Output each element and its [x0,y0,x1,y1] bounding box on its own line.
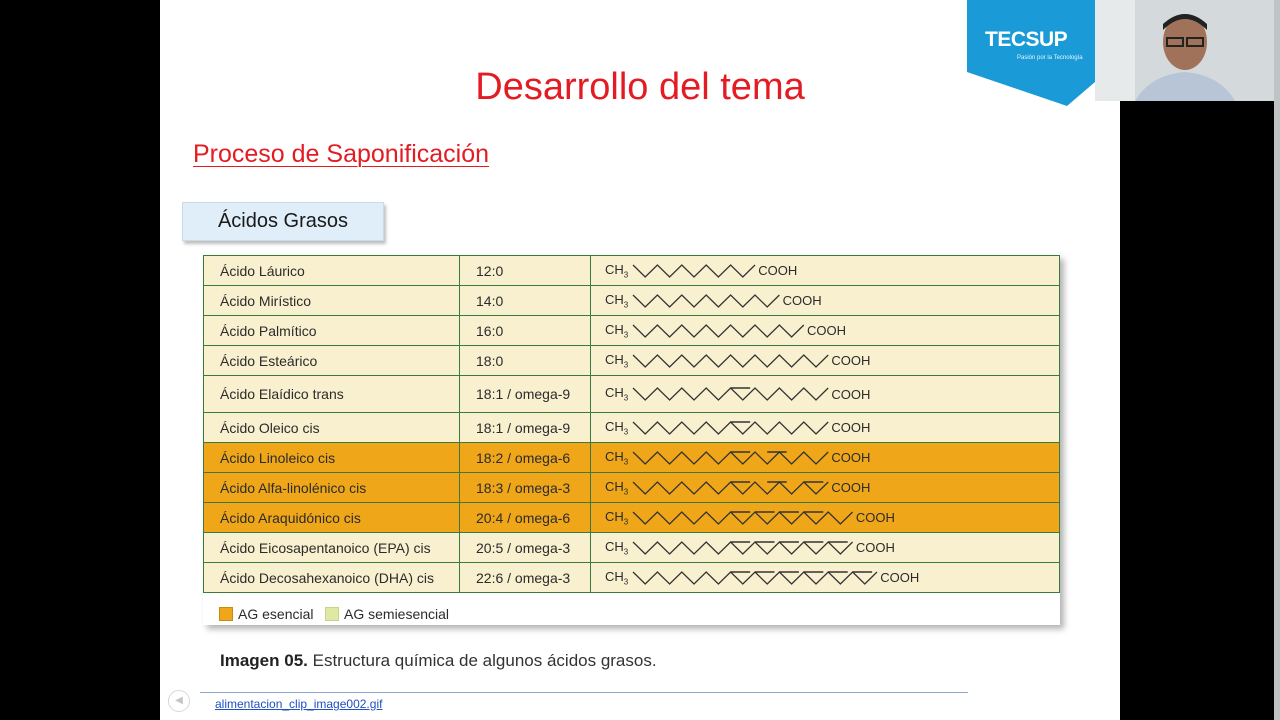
ch3-subscript: 3 [623,300,629,310]
acid-code: 18:1 / omega-9 [460,413,591,443]
carbon-chain [632,293,780,309]
carbon-chain [632,450,829,466]
ch3-subscript: 3 [623,427,629,437]
carbon-chain [632,570,878,586]
slide-title: Desarrollo del tema [475,66,805,108]
ch3-group [605,479,628,497]
ch3-group [605,292,628,310]
cooh-group: COOH [782,293,822,309]
ch3-label: CH [605,261,624,277]
caption-label: Imagen 05. [220,651,308,670]
acid-structure [591,533,1060,563]
right-edge-strip [1274,0,1280,720]
carbon-chain [632,323,805,339]
cooh-group: COOH [831,386,871,402]
ch3-label: CH [605,321,624,337]
ch3-subscript: 3 [623,457,629,467]
legend-essential [219,606,313,622]
cooh-group: COOH [831,420,871,436]
acid-name: Ácido Oleico cis [204,413,460,443]
carbon-chain [632,263,756,279]
cooh-group: COOH [880,570,920,586]
ch3-subscript: 3 [623,330,629,340]
acid-structure [591,443,1060,473]
acid-row [204,503,1060,533]
acid-row [204,473,1060,503]
acid-code: 20:4 / omega-6 [460,503,591,533]
legend-semi [325,606,449,622]
acid-name: Ácido Elaídico trans [204,376,460,413]
acid-structure [591,473,1060,503]
acid-code: 20:5 / omega-3 [460,533,591,563]
ch3-subscript: 3 [623,394,629,404]
acid-row [204,346,1060,376]
acid-name: Ácido Eicosapentanoico (EPA) cis [204,533,460,563]
acid-row [204,286,1060,316]
acid-code: 22:6 / omega-3 [460,563,591,593]
acid-name: Ácido Esteárico [204,346,460,376]
acid-code: 12:0 [460,256,591,286]
acid-name: Ácido Mirístico [204,286,460,316]
ch3-subscript: 3 [623,577,629,587]
acid-row [204,316,1060,346]
acid-row [204,376,1060,413]
brand-tagline: Pasión por la Tecnología [1017,55,1083,61]
legend-semi-swatch [325,607,339,621]
prev-slide-icon[interactable]: ◀ [168,690,190,712]
ch3-subscript: 3 [623,487,629,497]
acid-name: Ácido Palmítico [204,316,460,346]
presenter-figure [1095,0,1275,101]
caption-text: Estructura química de algunos ácidos grasos. [312,651,657,670]
carbon-chain [632,420,829,436]
ch3-label: CH [605,538,624,554]
cooh-group: COOH [807,323,847,339]
acid-row [204,413,1060,443]
acid-structure [591,503,1060,533]
ch3-group [605,385,628,403]
cooh-group: COOH [758,263,798,279]
ch3-label: CH [605,385,624,401]
ch3-subscript: 3 [623,360,629,370]
acid-structure [591,413,1060,443]
ch3-group [605,449,628,467]
ch3-subscript: 3 [623,270,629,280]
fatty-acids-figure [203,255,1060,625]
ch3-group [605,262,628,280]
acid-structure [591,256,1060,286]
acid-structure [591,563,1060,593]
figure-caption [220,651,657,671]
acid-code: 18:1 / omega-9 [460,376,591,413]
ch3-group [605,352,628,370]
ch3-label: CH [605,291,624,307]
ch3-group [605,419,628,437]
carbon-chain [632,353,829,369]
acid-name: Ácido Linoleico cis [204,443,460,473]
section-tag: Ácidos Grasos [182,202,384,241]
divider [200,692,968,693]
carbon-chain [632,510,854,526]
slide [160,0,1120,720]
fatty-acids-table [203,255,1060,593]
ch3-label: CH [605,418,624,434]
ch3-label: CH [605,478,624,494]
cooh-group: COOH [855,510,895,526]
acid-row [204,563,1060,593]
acid-row [204,256,1060,286]
cooh-group: COOH [831,480,871,496]
acid-code: 16:0 [460,316,591,346]
acid-structure [591,376,1060,413]
ch3-label: CH [605,351,624,367]
acid-row [204,533,1060,563]
ch3-group [605,509,628,527]
acid-code: 18:2 / omega-6 [460,443,591,473]
legend-semi-label: AG semiesencial [344,606,450,622]
legend-essential-label: AG esencial [238,606,314,622]
acid-structure [591,286,1060,316]
acid-structure [591,316,1060,346]
carbon-chain [632,480,829,496]
image-source-link[interactable]: alimentacion_clip_image002.gif [215,697,383,711]
legend-essential-swatch [219,607,233,621]
ch3-subscript: 3 [623,517,629,527]
ch3-group [605,569,628,587]
acid-code: 14:0 [460,286,591,316]
acid-name: Ácido Decosahexanoico (DHA) cis [204,563,460,593]
ch3-label: CH [605,448,624,464]
acid-name: Ácido Araquidónico cis [204,503,460,533]
slide-subtitle: Proceso de Saponificación [193,140,490,168]
cooh-group: COOH [831,450,871,466]
ch3-label: CH [605,508,624,524]
cooh-group: COOH [831,353,871,369]
acid-name: Ácido Láurico [204,256,460,286]
carbon-chain [632,386,829,402]
cooh-group: COOH [855,540,895,556]
acid-code: 18:0 [460,346,591,376]
ch3-group [605,539,628,557]
ch3-group [605,322,628,340]
acid-structure [591,346,1060,376]
acid-code: 18:3 / omega-3 [460,473,591,503]
acid-name: Ácido Alfa-linolénico cis [204,473,460,503]
ch3-subscript: 3 [623,547,629,557]
figure-legend [203,602,1060,625]
carbon-chain [632,540,854,556]
ch3-label: CH [605,568,624,584]
brand-name: TECSUP [985,28,1068,51]
acid-row [204,443,1060,473]
presenter-webcam [1095,0,1275,101]
